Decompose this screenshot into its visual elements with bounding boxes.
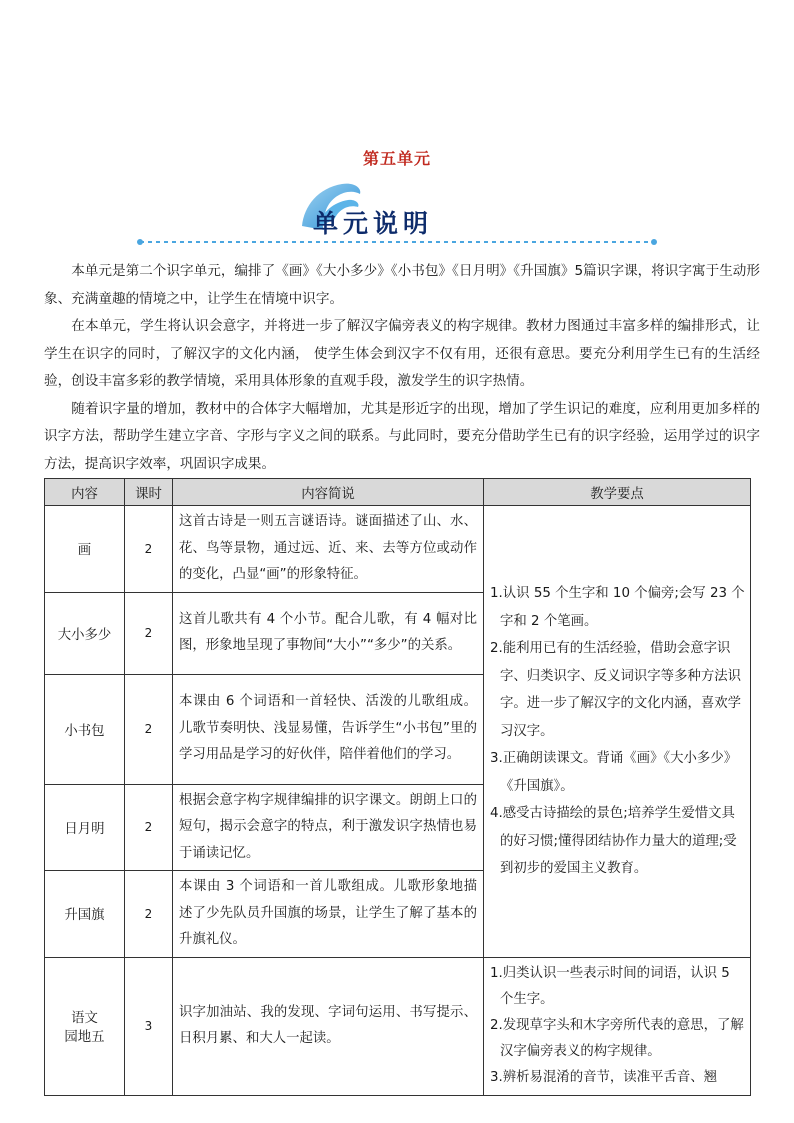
key-points-cell bbox=[484, 506, 751, 958]
header-key-points: 教学要点 bbox=[484, 479, 751, 506]
lesson-name: 升国旗 bbox=[45, 871, 125, 958]
table-row bbox=[45, 957, 751, 1095]
header-content: 内容 bbox=[45, 479, 125, 506]
lesson-summary: 这首古诗是一则五言谜语诗。谜面描述了山、水、花、鸟等景物，通过远、近、来、去等方位或动作的变化，凸显“画”的形象特征。 bbox=[173, 506, 484, 593]
lesson-hours: 2 bbox=[125, 592, 173, 674]
key-point: 2.能利用已有的生活经验，借助会意字识字、归类识字、反义词识字等多种方法识字。进一步了解汉字的文化内涵，喜欢学习汉字。 bbox=[490, 641, 742, 739]
lesson-hours: 2 bbox=[125, 506, 173, 593]
lesson-name: 日月明 bbox=[45, 784, 125, 871]
header-hours: 课时 bbox=[125, 479, 173, 506]
intro-paragraph: 随着识字量的增加，教材中的合体字大幅增加，尤其是形近字的出现，增加了学生识记的难度，应利用更加多样的识字方法，帮助学生建立字音、字形与字义之间的联系。与此同时，要充分借助学生已有的识字经验，运用学过的识字方法，提高识字效率，巩固识字成果。 bbox=[44, 400, 760, 472]
lesson-summary: 本课由 3 个词语和一首儿歌组成。儿歌形象地描述了少先队员升国旗的场景，让学生了解了基本的升旗礼仪。 bbox=[173, 871, 484, 958]
lesson-name: 画 bbox=[45, 506, 125, 593]
lesson-hours: 2 bbox=[125, 674, 173, 784]
intro-paragraph: 本单元是第二个识字单元，编排了《画》《大小多少》《小书包》《日月明》《升国旗》5篇识字课，将识字寓于生动形象、充满童趣的情境之中，让学生在情境中识字。 bbox=[44, 263, 760, 307]
table-header-row bbox=[45, 479, 751, 506]
intro-text bbox=[44, 258, 760, 478]
intro-paragraph: 在本单元，学生将认识会意字，并将进一步了解汉字偏旁表义的构字规律。教材力图通过丰富多样的编排形式，让学生在识字的同时，了解汉字的文化内涵， 使学生体会到汉字不仅有用，还很有意思。要充分利用学生已有的生活经验，创设丰富多彩的教学情境，采用具体形象的直观手段，激发学生的识字热情。 bbox=[44, 318, 760, 389]
key-point: 1.认识 55 个生字和 10 个偏旁;会写 23 个字和 2 个笔画。 bbox=[490, 586, 745, 629]
header-summary: 内容简说 bbox=[173, 479, 484, 506]
lesson-name-line: 语文 bbox=[71, 1011, 98, 1026]
banner-title: 单元说明 bbox=[313, 209, 434, 238]
lesson-hours: 3 bbox=[125, 957, 173, 1095]
key-point: 4.感受古诗描绘的景色;培养学生爱惜文具的好习惯;懂得团结协作力量大的道理;受到初步的爱国主义教育。 bbox=[490, 806, 737, 876]
key-point: 3.辨析易混淆的音节，读准平舌音、翘 bbox=[490, 1070, 718, 1085]
lesson-name-line: 园地五 bbox=[64, 1030, 105, 1045]
lesson-name bbox=[45, 957, 125, 1095]
lesson-name: 小书包 bbox=[45, 674, 125, 784]
lesson-summary: 根据会意字构字规律编排的识字课文。朗朗上口的短句，揭示会意字的特点，利于激发识字热情也易于诵读记忆。 bbox=[173, 784, 484, 871]
key-point: 3.正确朗读课文。背诵《画》《大小多少》《升国旗》。 bbox=[490, 751, 738, 794]
lesson-summary: 识字加油站、我的发现、字词句运用、书写提示、日积月累、和大人一起读。 bbox=[173, 957, 484, 1095]
lesson-hours: 2 bbox=[125, 784, 173, 871]
lesson-summary: 这首儿歌共有 4 个小节。配合儿歌，有 4 幅对比图，形象地呈现了事物间“大小”“多少”的关系。 bbox=[173, 592, 484, 674]
key-point: 2.发现草字头和木字旁所代表的意思，了解汉字偏旁表义的构字规律。 bbox=[490, 1018, 744, 1059]
lesson-plan-table bbox=[44, 478, 751, 1096]
lesson-summary: 本课由 6 个词语和一首轻快、活泼的儿歌组成。儿歌节奏明快、浅显易懂，告诉学生“小书包”里的学习用品是学习的好伙伴，陪伴着他们的学习。 bbox=[173, 674, 484, 784]
table-row bbox=[45, 506, 751, 593]
key-point: 1.归类认识一些表示时间的词语，认识 5 个生字。 bbox=[490, 966, 730, 1007]
lesson-hours: 2 bbox=[125, 871, 173, 958]
key-points-cell bbox=[484, 957, 751, 1095]
unit-title: 第五单元 bbox=[362, 149, 431, 168]
lesson-name: 大小多少 bbox=[45, 592, 125, 674]
